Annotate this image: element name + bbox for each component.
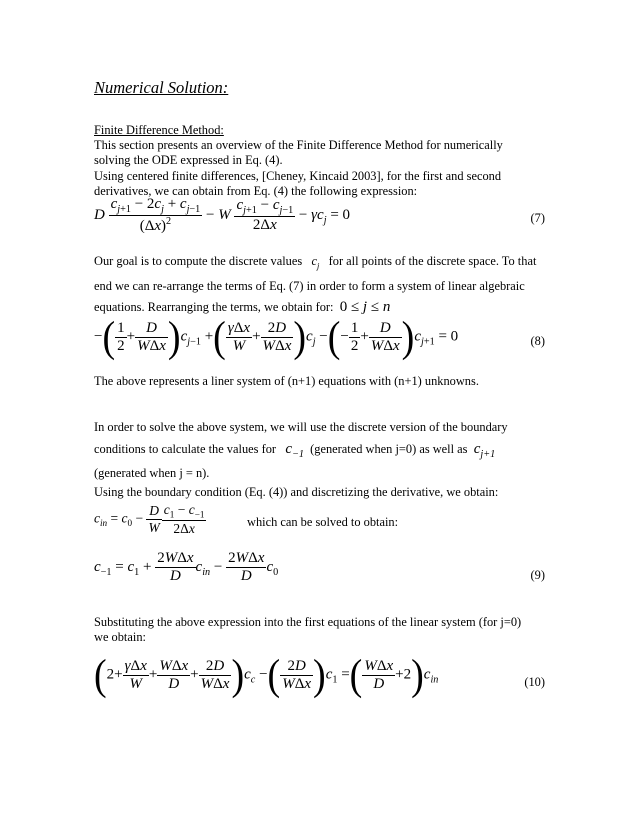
equation-7: D $\frac{c_{j+1} - 2c_j + c_{j-1}}{(\Delta x)^2}$ − W $\frac{c_{j+1} - c_{j-1}}{2\Delta x}$ − $\gamma c_j = 0$ bbox=[94, 196, 351, 234]
equation-8: −( $\frac{1}{2}$ + $\frac{D}{\text{WΔx}}$ )$c_{j-1}$ +( $\frac{\text{γΔx}}{W}$ + $\frac{2D}{\text{WΔx}}$ )$c_j$ −(− $\frac{1}{2}$ + $\frac{D}{\text{WΔx}}$ )$c_{j+1} = 0$ bbox=[94, 312, 459, 362]
c-jplus1-symbol: $c_{j+1}$ bbox=[473, 441, 496, 460]
boundary-note: which can be solved to obtain: bbox=[247, 515, 399, 529]
range-expression: 0 ≤ j ≤ n bbox=[339, 299, 391, 316]
para5-line-2: we obtain: bbox=[94, 630, 146, 645]
paragraph-2 bbox=[94, 251, 564, 318]
paragraph-5 bbox=[94, 615, 564, 645]
intro-line-4: derivatives, we can obtain from Eq. (4) the following expression: bbox=[94, 183, 418, 198]
paragraph-4 bbox=[94, 418, 574, 502]
intro-line-3: Using centered finite differences, [Cheney, Kincaid 2003], for the first and second bbox=[94, 168, 502, 183]
intro-line-1: This section presents an overview of the Finite Difference Method for numerically bbox=[94, 138, 503, 153]
equation-8-number: (8) bbox=[530, 334, 545, 348]
para4-line-3: (generated when j = n). bbox=[94, 466, 210, 480]
intro-paragraph bbox=[94, 123, 554, 199]
para4-line-1: In order to solve the above system, we will use the discrete version of the boundary bbox=[94, 420, 508, 434]
c-minus1-symbol: $c_{-1}$ bbox=[285, 441, 304, 460]
subheading: Finite Difference Method: bbox=[94, 123, 224, 137]
para4-line-4: Using the boundary condition (Eq. (4)) and discretizing the derivative, we obtain: bbox=[94, 485, 499, 499]
para4-line-2: conditions to calculate the values for $c_{-1}$ (generated when j=0) as well as $c_{j+1}$ bbox=[94, 441, 496, 460]
para2-line-2: end we can re-arrange the terms of Eq. (7) in order to form a system of linear algebraic bbox=[94, 279, 525, 294]
equation-9: $c_{-1} = c_1$ + $\frac{\text{2WΔx}}{D}$ $c_{in}$ − $\frac{\text{2WΔx}}{D}$ $c_0$ bbox=[94, 550, 279, 584]
equation-10: (2+ $\frac{\text{γΔx}}{W}$ + $\frac{\text{WΔx}}{D}$ + $\frac{2D}{\text{WΔx}}$ )$c_c$ −( $\frac{2D}{\text{WΔx}}$ )$c_1$ =( $\frac{\text{WΔx}}{D}$ $+2)c_{in}$ bbox=[94, 650, 439, 700]
para2-line-3: equations. Rearranging the terms, we obtain for: 0 ≤ j ≤ n bbox=[94, 299, 391, 316]
para5-line-1: Substituting the above expression into the first equations of the linear system (for j=0) bbox=[94, 615, 522, 629]
equation-10-number: (10) bbox=[524, 675, 545, 689]
section-heading: Numerical Solution: bbox=[94, 78, 229, 97]
boundary-equation: $c_{in} = c_0$ − $\frac{D}{W}$ $\frac{c_1 - c_{-1}}{2\Delta x}$ bbox=[94, 502, 205, 536]
paragraph-3: The above represents a liner system of (n+1) equations with (n+1) unknowns. bbox=[94, 374, 479, 388]
cj-symbol: $c_j$ bbox=[311, 254, 320, 271]
equation-7-number: (7) bbox=[530, 211, 545, 225]
intro-line-2: solving the ODE expressed in Eq. (4). bbox=[94, 153, 283, 168]
para2-line-1: Our goal is to compute the discrete values $c_j$ for all points of the discrete space. To that bbox=[94, 254, 537, 271]
equation-9-number: (9) bbox=[530, 568, 545, 582]
